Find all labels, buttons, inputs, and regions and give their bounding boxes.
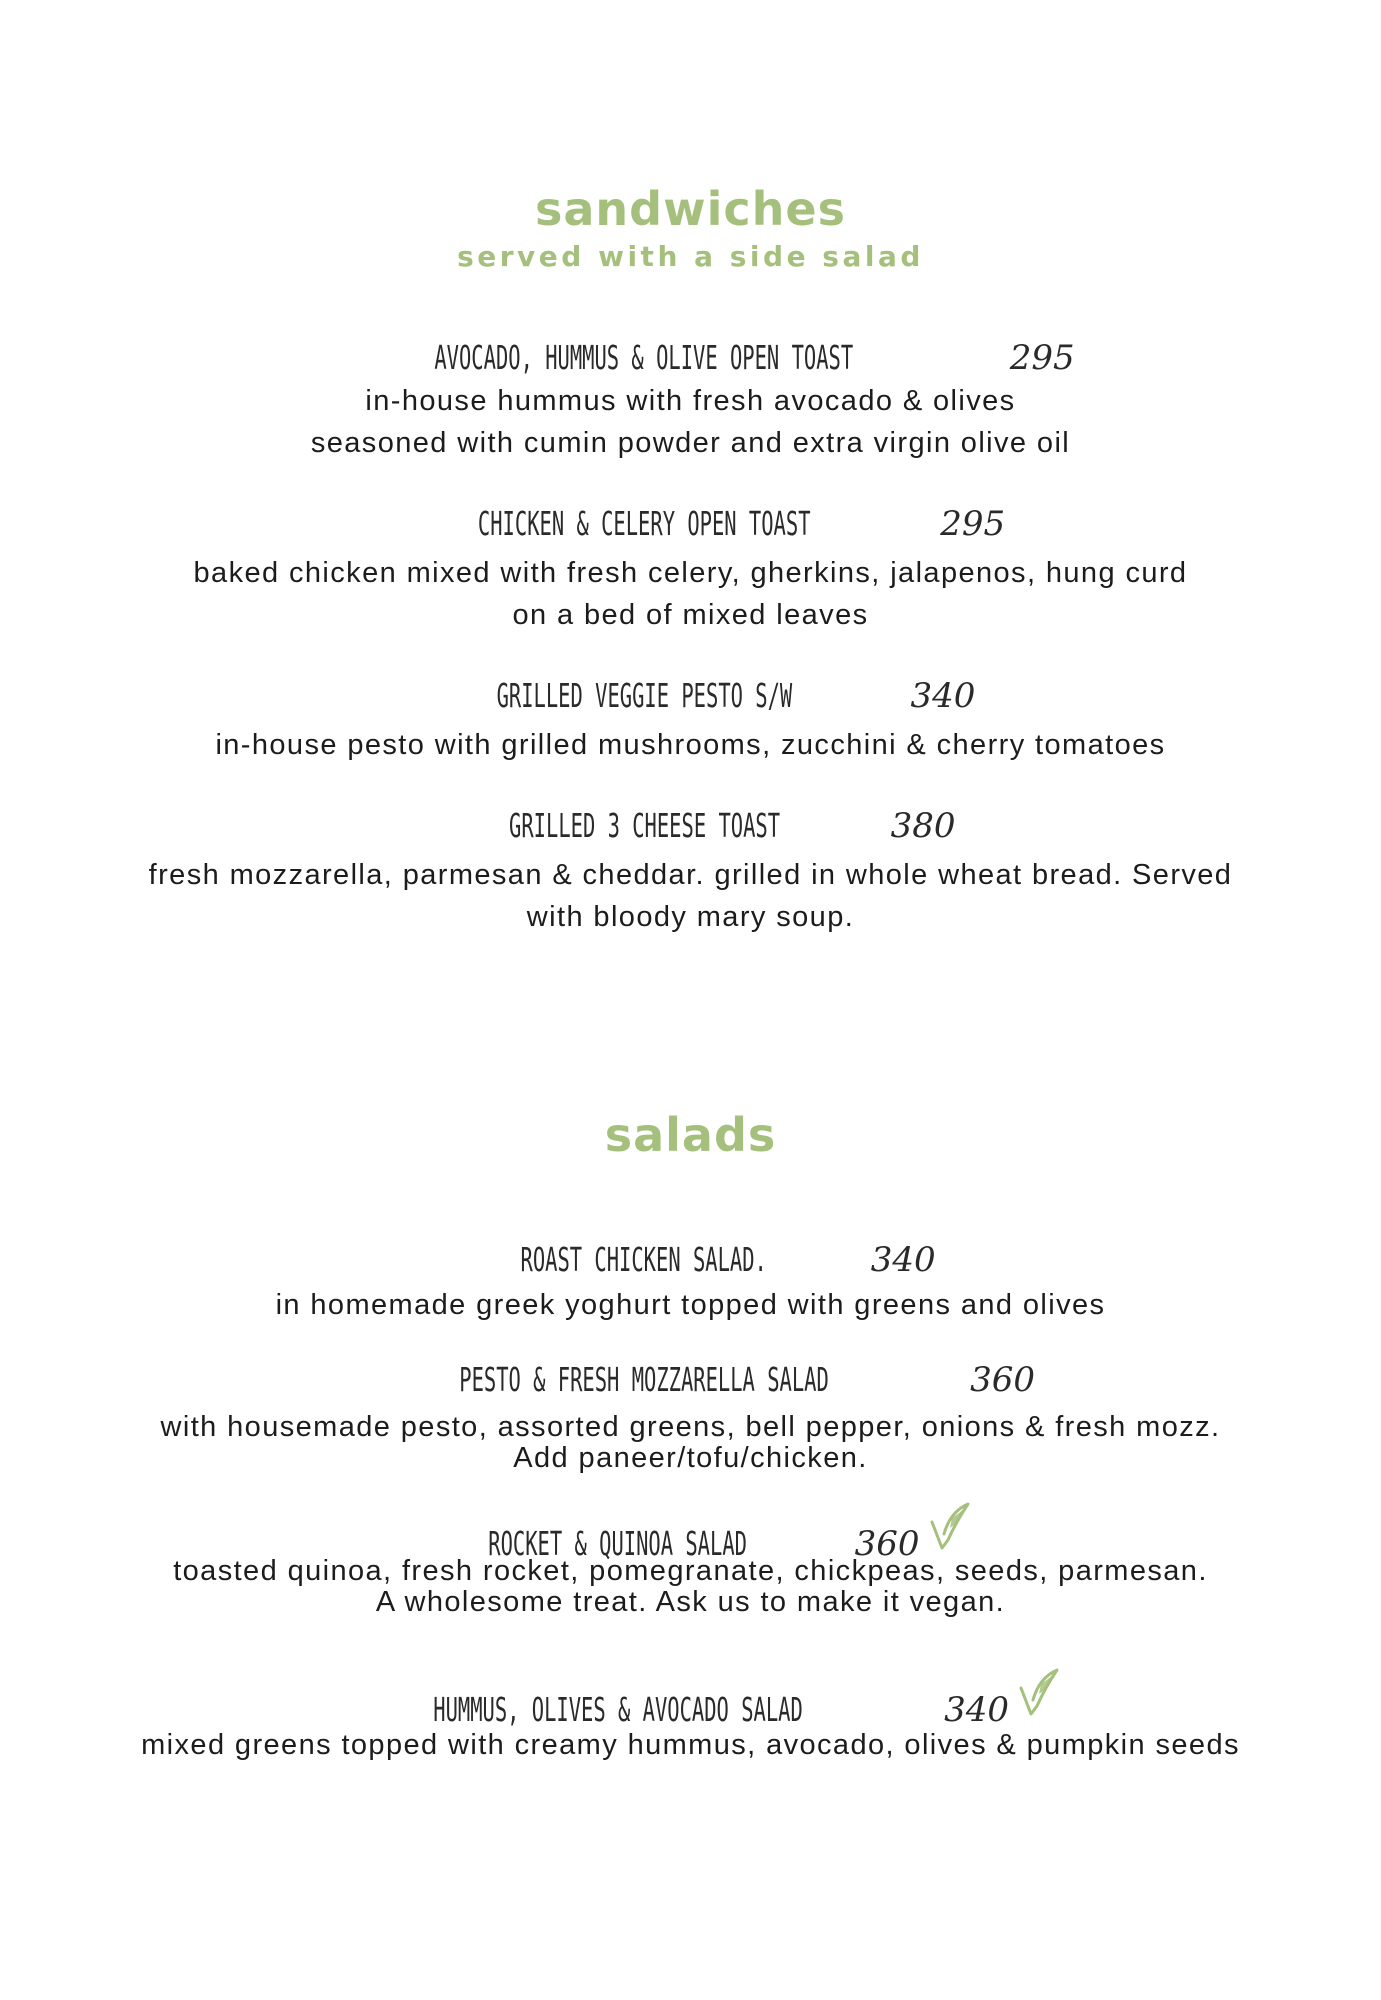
item-name: GRILLED 3 CHEESE TOAST bbox=[508, 806, 780, 845]
item-price: 380 bbox=[890, 806, 956, 846]
item-description-line: fresh mozzarella, parmesan & cheddar. grilled in whole wheat bread. Served bbox=[148, 859, 1233, 891]
item-price: 360 bbox=[854, 1524, 920, 1564]
menu-item-heading bbox=[0, 504, 1381, 544]
item-description-line: with bloody mary soup. bbox=[526, 901, 855, 933]
item-price: 360 bbox=[970, 1360, 1035, 1400]
sandwiches-title: sandwiches bbox=[535, 182, 846, 236]
item-description-line: in-house hummus with fresh avocado & olives bbox=[365, 385, 1016, 417]
menu-item-heading bbox=[0, 806, 1381, 846]
item-name: CHICKEN & CELERY OPEN TOAST bbox=[477, 504, 811, 543]
menu-item-heading bbox=[0, 1360, 1381, 1400]
item-description-line: seasoned with cumin powder and extra virgin olive oil bbox=[310, 427, 1071, 459]
item-price: 295 bbox=[940, 504, 1006, 544]
salads-title: salads bbox=[604, 1108, 777, 1162]
item-name: ROCKET & QUINOA SALAD bbox=[488, 1524, 748, 1563]
item-name: HUMMUS, OLIVES & AVOCADO SALAD bbox=[433, 1690, 803, 1729]
item-price: 340 bbox=[870, 1240, 936, 1280]
item-description-line: Add paneer/tofu/chicken. bbox=[513, 1442, 868, 1474]
leaf-icon bbox=[1015, 1666, 1061, 1720]
item-description-line: A wholesome treat. Ask us to make it vegan. bbox=[375, 1586, 1006, 1618]
item-description-line: in homemade greek yoghurt topped with greens and olives bbox=[275, 1289, 1106, 1321]
item-description-line: with housemade pesto, assorted greens, bell pepper, onions & fresh mozz. bbox=[160, 1411, 1221, 1443]
item-description-line: on a bed of mixed leaves bbox=[512, 599, 869, 631]
menu-item-heading bbox=[0, 1676, 1381, 1730]
menu-item-heading bbox=[0, 676, 1381, 716]
item-description-line: toasted quinoa, fresh rocket, pomegranate, chickpeas, seeds, parmesan. bbox=[173, 1555, 1208, 1587]
menu-item-heading bbox=[0, 1240, 1381, 1280]
item-description-line: mixed greens topped with creamy hummus, avocado, olives & pumpkin seeds bbox=[141, 1729, 1240, 1761]
item-description-line: baked chicken mixed with fresh celery, gherkins, jalapenos, hung curd bbox=[193, 557, 1188, 589]
item-description-line: in-house pesto with grilled mushrooms, zucchini & cherry tomatoes bbox=[215, 729, 1166, 761]
item-name: ROAST CHICKEN SALAD. bbox=[520, 1240, 768, 1279]
item-price: 295 bbox=[1009, 338, 1075, 378]
item-name: GRILLED VEGGIE PESTO S/W bbox=[496, 676, 792, 715]
item-name: AVOCADO, HUMMUS & OLIVE OPEN TOAST bbox=[434, 338, 854, 377]
item-price: 340 bbox=[910, 676, 976, 716]
item-name: PESTO & FRESH MOZZARELLA SALAD bbox=[459, 1360, 829, 1399]
leaf-icon bbox=[926, 1500, 972, 1554]
item-price: 340 bbox=[944, 1690, 1009, 1730]
menu-item-heading bbox=[0, 338, 1381, 378]
sandwiches-subtitle: served with a side salad bbox=[457, 240, 924, 273]
